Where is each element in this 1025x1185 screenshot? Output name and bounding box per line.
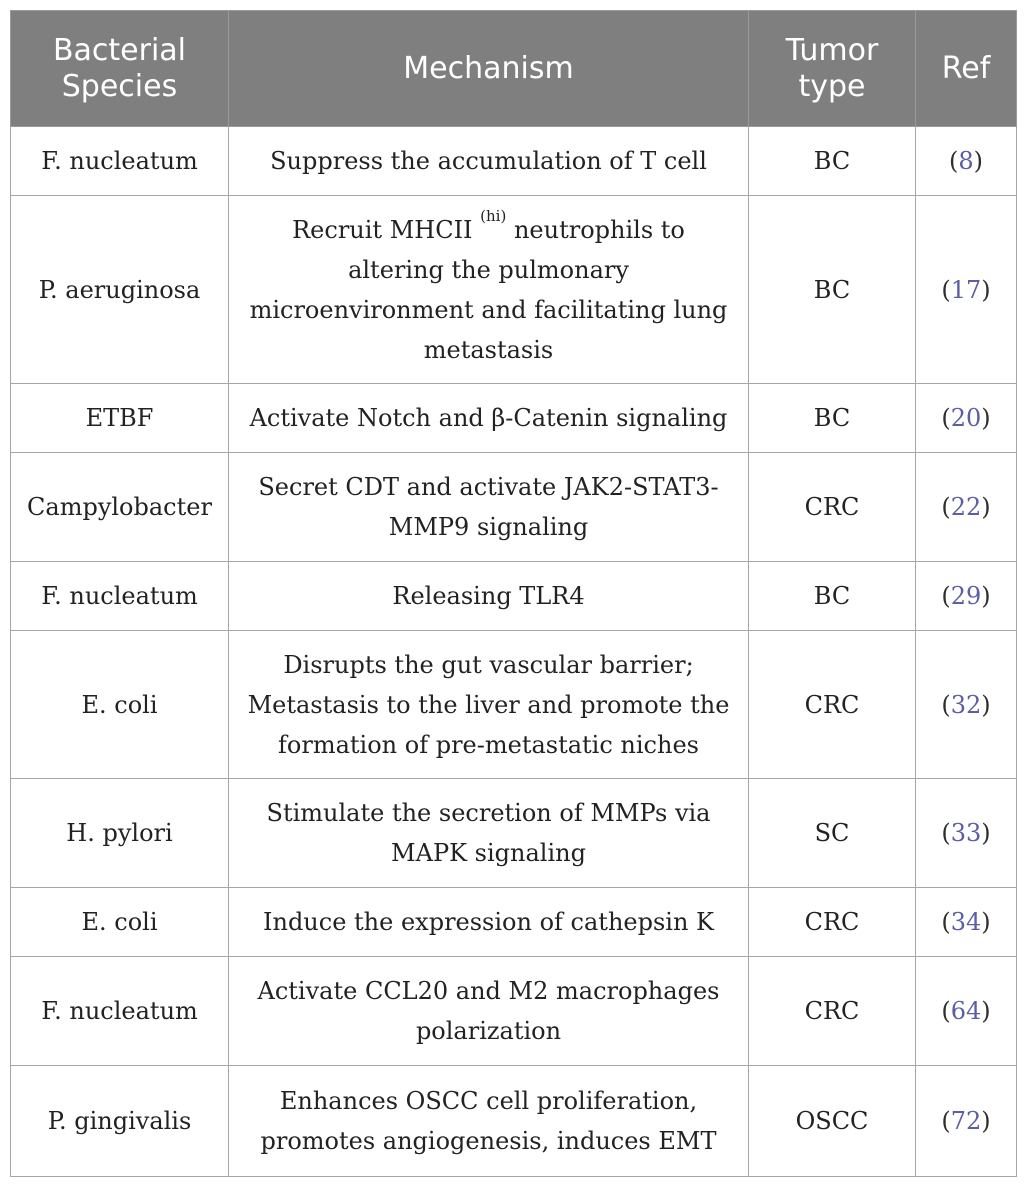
mechanism-cell: Releasing TLR4 (229, 562, 749, 631)
header-mechanism: Mechanism (229, 11, 749, 127)
ref-cell: (8) (916, 127, 1017, 196)
species-cell: Campylobacter (11, 453, 229, 562)
tumor-type-cell: BC (749, 562, 916, 631)
header-species: Bacterial Species (11, 11, 229, 127)
tumor-type-cell: SC (749, 779, 916, 888)
mechanism-cell: Secret CDT and activate JAK2-STAT3-MMP9 signaling (229, 453, 749, 562)
table-row (11, 957, 1017, 1066)
species-cell: F. nucleatum (11, 957, 229, 1066)
tumor-type-cell: CRC (749, 888, 916, 957)
table-container (10, 10, 1017, 1177)
table-row (11, 384, 1017, 453)
ref-cell: (64) (916, 957, 1017, 1066)
tumor-type-cell: CRC (749, 957, 916, 1066)
species-cell: P. gingivalis (11, 1066, 229, 1177)
tumor-type-cell: BC (749, 127, 916, 196)
table-body (11, 127, 1017, 1177)
ref-link[interactable]: 64 (950, 997, 982, 1025)
ref-cell: (17) (916, 196, 1017, 384)
mechanism-cell: Enhances OSCC cell proliferation, promotes angiogenesis, induces EMT (229, 1066, 749, 1177)
table-row (11, 453, 1017, 562)
ref-cell: (72) (916, 1066, 1017, 1177)
mechanism-cell: Activate Notch and β-Catenin signaling (229, 384, 749, 453)
species-cell: ETBF (11, 384, 229, 453)
table-row (11, 1066, 1017, 1177)
species-cell: H. pylori (11, 779, 229, 888)
ref-cell: (20) (916, 384, 1017, 453)
mechanism-cell: Stimulate the secretion of MMPs via MAPK signaling (229, 779, 749, 888)
ref-link[interactable]: 20 (950, 404, 982, 432)
ref-cell: (34) (916, 888, 1017, 957)
ref-link[interactable]: 72 (950, 1107, 982, 1135)
ref-link[interactable]: 22 (950, 493, 982, 521)
mechanism-text-post: neutrophils to altering the pulmonary microenvironment and facilitating lung metastasis (249, 215, 728, 364)
table-row (11, 631, 1017, 779)
mechanism-cell (229, 196, 749, 384)
ref-link[interactable]: 29 (950, 582, 982, 610)
table-row (11, 562, 1017, 631)
mechanism-cell: Suppress the accumulation of T cell (229, 127, 749, 196)
mechanism-cell: Activate CCL20 and M2 macrophages polarization (229, 957, 749, 1066)
ref-link[interactable]: 33 (950, 819, 982, 847)
header-tumor-type: Tumor type (749, 11, 916, 127)
species-cell: F. nucleatum (11, 562, 229, 631)
ref-link[interactable]: 8 (958, 147, 974, 175)
table-row (11, 888, 1017, 957)
ref-link[interactable]: 32 (950, 690, 982, 719)
ref-cell: (33) (916, 779, 1017, 888)
mechanism-cell: Disrupts the gut vascular barrier; Metastasis to the liver and promote the formation of pre-metastatic niches (229, 631, 749, 779)
mechanism-cell: Induce the expression of cathepsin K (229, 888, 749, 957)
tumor-type-cell: CRC (749, 453, 916, 562)
ref-link[interactable]: 34 (950, 908, 982, 936)
species-cell: E. coli (11, 631, 229, 779)
species-cell: F. nucleatum (11, 127, 229, 196)
bacteria-mechanism-table (10, 10, 1017, 1177)
table-row (11, 779, 1017, 888)
mechanism-text-pre: Recruit MHCII (292, 215, 481, 244)
header-row (11, 11, 1017, 127)
ref-cell: (29) (916, 562, 1017, 631)
tumor-type-cell: OSCC (749, 1066, 916, 1177)
tumor-type-cell: BC (749, 196, 916, 384)
ref-link[interactable]: 17 (950, 275, 982, 304)
mechanism-superscript: (hi) (480, 206, 507, 225)
header-ref: Ref (916, 11, 1017, 127)
species-cell: E. coli (11, 888, 229, 957)
table-row (11, 196, 1017, 384)
ref-cell: (22) (916, 453, 1017, 562)
ref-cell: (32) (916, 631, 1017, 779)
tumor-type-cell: CRC (749, 631, 916, 779)
tumor-type-cell: BC (749, 384, 916, 453)
table-row (11, 127, 1017, 196)
table-header (11, 11, 1017, 127)
species-cell: P. aeruginosa (11, 196, 229, 384)
